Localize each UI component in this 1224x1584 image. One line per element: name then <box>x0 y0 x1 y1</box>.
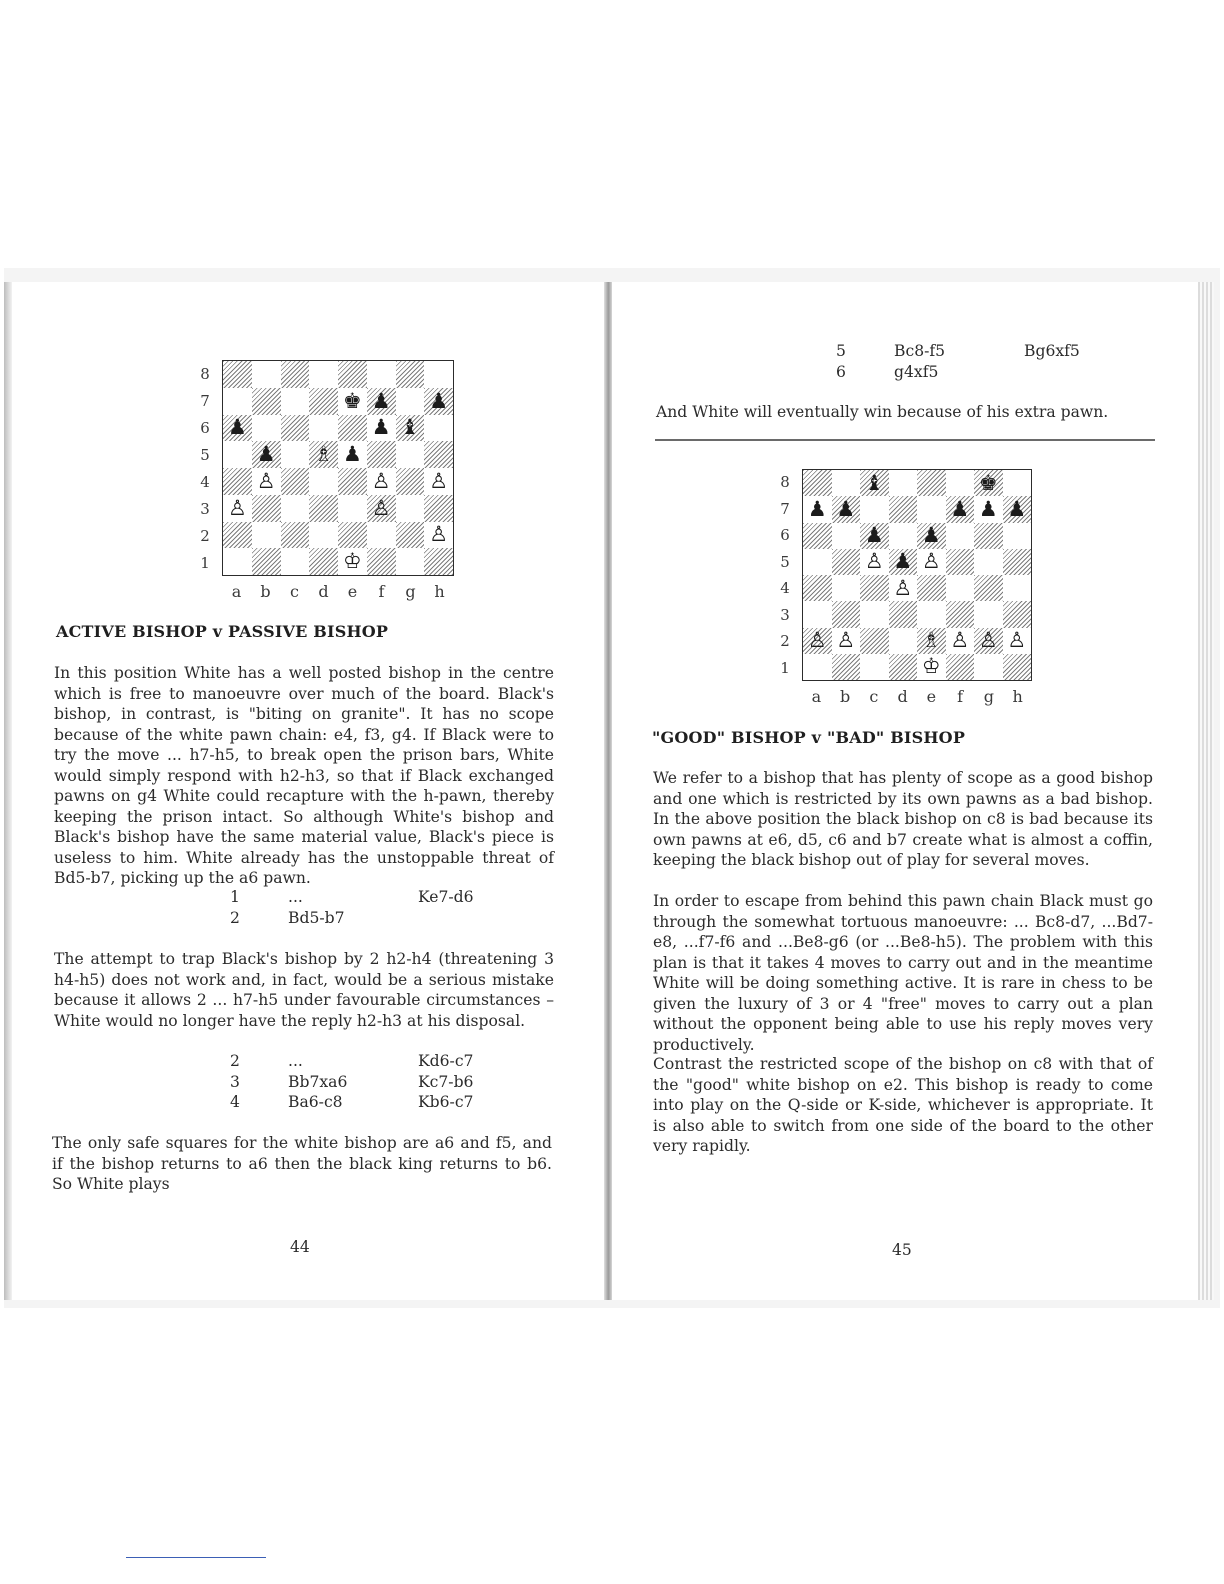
board-square-c3 <box>281 495 310 522</box>
move-num: 1 <box>230 888 240 906</box>
board-square-b2 <box>252 522 281 549</box>
board-square-d3 <box>309 495 338 522</box>
chess-piece: ♟ <box>342 442 362 467</box>
board-square-a1 <box>803 654 832 680</box>
board-square-c8 <box>281 361 310 388</box>
board-square-h3 <box>424 495 453 522</box>
board-square-e6 <box>917 523 946 549</box>
scan-artifact-line <box>126 1557 266 1558</box>
board-square-d5 <box>309 441 338 468</box>
rank-label: 2 <box>780 632 790 651</box>
board-square-c5 <box>281 441 310 468</box>
board-square-a4 <box>223 468 252 495</box>
board-square-f3 <box>367 495 396 522</box>
board-square-c6 <box>860 523 889 549</box>
board-square-a3 <box>223 495 252 522</box>
board-square-h7 <box>424 388 453 415</box>
rank-label: 6 <box>200 418 210 437</box>
board-square-d8 <box>889 470 918 496</box>
board-square-c8 <box>860 470 889 496</box>
chess-piece: ♙ <box>227 495 247 520</box>
board-square-f2 <box>946 628 975 654</box>
move-black: Bg6xf5 <box>1024 342 1080 360</box>
board-square-c7 <box>860 496 889 522</box>
chess-diagram-left <box>190 356 460 606</box>
move-list <box>230 1051 490 1113</box>
chess-piece: ♙ <box>256 468 276 493</box>
board-square-d5 <box>889 549 918 575</box>
chess-piece: ♚ <box>978 470 998 495</box>
chess-piece: ♙ <box>893 575 913 600</box>
board-square-h4 <box>424 468 453 495</box>
chess-diagram-right <box>770 467 1040 707</box>
board-square-g5 <box>396 441 425 468</box>
board-square-a6 <box>803 523 832 549</box>
file-label: e <box>926 687 937 706</box>
board-square-d4 <box>309 468 338 495</box>
paragraph: We refer to a bishop that has plenty of scope as a good bishop and one which is restricted by its own pawns as a bad bishop. In the above position the black bishop on c8 is bad because its own pawns at e6, d5, c6 and b7 create what is almost a coffin, keeping the black bishop out of play for several moves. <box>653 769 1153 869</box>
board-square-a5 <box>803 549 832 575</box>
chess-piece: ♟ <box>978 496 998 521</box>
board-square-h8 <box>424 361 453 388</box>
board-square-a3 <box>803 601 832 627</box>
move-num: 5 <box>836 342 846 360</box>
rank-label: 1 <box>200 553 210 572</box>
board-square-a6 <box>223 415 252 442</box>
move-row <box>230 1051 490 1072</box>
board-square-d6 <box>309 415 338 442</box>
board-square-e3 <box>917 601 946 627</box>
rank-label: 8 <box>780 473 790 492</box>
section-divider <box>655 439 1155 441</box>
move-white: Bb7xa6 <box>288 1072 348 1091</box>
move-black: Kd6-c7 <box>418 1052 474 1070</box>
move-row <box>230 1072 490 1093</box>
board-square-d2 <box>889 628 918 654</box>
board-square-b8 <box>832 470 861 496</box>
move-list <box>230 887 490 928</box>
board-square-g1 <box>396 548 425 575</box>
board-square-b6 <box>832 523 861 549</box>
file-label: g <box>983 687 994 706</box>
board-square-e2 <box>338 522 367 549</box>
board-square-a4 <box>803 575 832 601</box>
board-square-f8 <box>367 361 396 388</box>
board-square-f8 <box>946 470 975 496</box>
chess-piece: ♙ <box>836 628 856 653</box>
move-row <box>230 1092 490 1113</box>
move-black: Ke7-d6 <box>418 888 474 906</box>
file-label: d <box>897 687 908 706</box>
board-square-e5 <box>338 441 367 468</box>
page-number-right: 45 <box>892 1241 912 1259</box>
board-square-b4 <box>832 575 861 601</box>
move-white: ... <box>288 1052 303 1070</box>
move-white: Bc8-f5 <box>894 342 946 360</box>
chess-piece: ♚ <box>342 388 362 413</box>
chess-piece: ♟ <box>836 496 856 521</box>
board-square-f7 <box>367 388 396 415</box>
board-square-e7 <box>917 496 946 522</box>
chess-piece: ♟ <box>256 442 276 467</box>
section-heading-active-bishop: ACTIVE BISHOP v PASSIVE BISHOP <box>56 622 389 641</box>
rank-label: 8 <box>200 364 210 383</box>
board-square-h2 <box>424 522 453 549</box>
move-row <box>230 908 490 929</box>
move-num: 3 <box>230 1072 240 1091</box>
board-square-c7 <box>281 388 310 415</box>
board-square-g7 <box>396 388 425 415</box>
board-square-c1 <box>281 548 310 575</box>
board-square-b3 <box>832 601 861 627</box>
board-square-c1 <box>860 654 889 680</box>
board-square-e8 <box>917 470 946 496</box>
board-square-f4 <box>946 575 975 601</box>
left-page-edge <box>4 282 12 1300</box>
page-number-left: 44 <box>290 1238 310 1256</box>
board-square-g8 <box>974 470 1003 496</box>
rank-label: 4 <box>200 472 210 491</box>
board-square-f6 <box>946 523 975 549</box>
rank-label: 6 <box>780 526 790 545</box>
board-square-b6 <box>252 415 281 442</box>
board-square-a7 <box>803 496 832 522</box>
file-label: h <box>434 582 445 601</box>
board-square-c3 <box>860 601 889 627</box>
board-square-b5 <box>252 441 281 468</box>
book-gutter <box>604 282 612 1300</box>
board-square-d3 <box>889 601 918 627</box>
chess-piece: ♔ <box>342 549 362 574</box>
paragraph: The only safe squares for the white bishop are a6 and f5, and if the bishop returns to a6 then the black king returns to b6. So White plays <box>52 1134 552 1193</box>
paragraph: Contrast the restricted scope of the bishop on c8 with that of the "good" white bishop on e2. This bishop is ready to come into play on the Q-side or K-side, whichever is appropriate. It is also able to switch from one side of the board to the other very rapidly. <box>653 1055 1153 1155</box>
board-square-f1 <box>367 548 396 575</box>
board-square-f5 <box>367 441 396 468</box>
board-square-e8 <box>338 361 367 388</box>
chess-piece: ♔ <box>921 654 941 679</box>
board-square-g2 <box>396 522 425 549</box>
file-label: a <box>231 582 242 601</box>
chess-piece: ♟ <box>921 523 941 548</box>
move-list <box>836 341 1096 382</box>
paragraph: In this position White has a well posted bishop in the centre which is free to manoeuvre over much of the board. Black's bishop, in contrast, is "biting on granite". It has no scope because of the white pawn chain: e4, f3, g4. If Black were to try the move ... h7-h5, to break open the prison bars, White would simply respond with h2-h3, so that if Black exchanged pawns on g4 White could recapture with the h-pawn, thereby keeping the prison intact. So although White's bishop and Black's bishop have the same material value, Black's piece is useless to him. White already has the unstoppable threat of Bd5-b7, picking up the a6 pawn. <box>54 664 554 887</box>
board-square-e7 <box>338 388 367 415</box>
rank-label: 2 <box>200 526 210 545</box>
board-square-a1 <box>223 548 252 575</box>
board-square-d7 <box>889 496 918 522</box>
chess-piece: ♗ <box>314 442 334 467</box>
board-square-c2 <box>860 628 889 654</box>
board-square-a2 <box>803 628 832 654</box>
chess-piece: ♙ <box>921 549 941 574</box>
file-label: d <box>318 582 329 601</box>
board-square-b3 <box>252 495 281 522</box>
paragraph: In order to escape from behind this pawn chain Black must go through the somewhat tortuous manoeuvre: ... Bc8-d7, ...Bd7-e8, ...f7-f6 and ...Be8-g6 (or ...Be8-h5). The problem with this plan is that it takes 4 moves to carry out and in the meantime White will be doing something active. It is rare in chess to be given the luxury of 3 or 4 "free" moves to carry out a plan without the opponent being able to use his reply moves very productively. <box>653 892 1153 1054</box>
board-square-g2 <box>974 628 1003 654</box>
file-label: f <box>957 687 964 706</box>
chess-piece: ♟ <box>371 415 391 440</box>
board-square-f7 <box>946 496 975 522</box>
chess-piece: ♝ <box>400 415 420 440</box>
move-num: 4 <box>230 1093 240 1111</box>
rank-label: 7 <box>200 391 210 410</box>
board-square-h5 <box>1003 549 1032 575</box>
conclusion-text: And White will eventually win because of his extra pawn. <box>656 403 1109 421</box>
chess-piece: ♙ <box>864 549 884 574</box>
file-label: b <box>260 582 271 601</box>
file-label: c <box>869 687 879 706</box>
board-square-e3 <box>338 495 367 522</box>
board-square-g6 <box>396 415 425 442</box>
move-white: g4xf5 <box>894 362 939 381</box>
chess-piece: ♟ <box>950 496 970 521</box>
chessboard <box>802 469 1032 681</box>
board-square-g7 <box>974 496 1003 522</box>
move-white: ... <box>288 888 303 906</box>
board-square-d2 <box>309 522 338 549</box>
chessboard <box>222 360 454 576</box>
board-square-e2 <box>917 628 946 654</box>
chess-piece: ♟ <box>864 523 884 548</box>
board-square-c2 <box>281 522 310 549</box>
move-num: 6 <box>836 362 846 381</box>
move-num: 2 <box>230 1052 240 1070</box>
board-square-d1 <box>889 654 918 680</box>
board-square-b1 <box>832 654 861 680</box>
chess-piece: ♟ <box>371 388 391 413</box>
move-row <box>230 887 490 908</box>
board-square-b4 <box>252 468 281 495</box>
board-square-d6 <box>889 523 918 549</box>
board-square-a5 <box>223 441 252 468</box>
board-square-c5 <box>860 549 889 575</box>
board-square-h1 <box>424 548 453 575</box>
chess-piece: ♙ <box>807 628 827 653</box>
board-square-b7 <box>252 388 281 415</box>
board-square-e1 <box>917 654 946 680</box>
board-square-g5 <box>974 549 1003 575</box>
file-label: a <box>811 687 822 706</box>
file-label: h <box>1012 687 1023 706</box>
board-square-b8 <box>252 361 281 388</box>
file-label: b <box>840 687 851 706</box>
board-square-b2 <box>832 628 861 654</box>
board-square-e4 <box>338 468 367 495</box>
board-square-e1 <box>338 548 367 575</box>
board-square-f4 <box>367 468 396 495</box>
board-square-g3 <box>974 601 1003 627</box>
board-square-g8 <box>396 361 425 388</box>
board-square-c4 <box>860 575 889 601</box>
board-square-h4 <box>1003 575 1032 601</box>
move-row <box>836 362 1096 383</box>
move-row <box>836 341 1096 362</box>
chess-piece: ♟ <box>807 496 827 521</box>
chess-piece: ♟ <box>227 415 247 440</box>
rank-label: 5 <box>780 552 790 571</box>
board-square-f3 <box>946 601 975 627</box>
rank-label: 7 <box>780 499 790 518</box>
chess-piece: ♙ <box>429 468 449 493</box>
chess-piece: ♟ <box>1007 496 1027 521</box>
section-heading-good-bishop: "GOOD" BISHOP v "BAD" BISHOP <box>652 728 966 747</box>
board-square-a8 <box>803 470 832 496</box>
chess-piece: ♝ <box>864 470 884 495</box>
board-square-h5 <box>424 441 453 468</box>
board-square-d8 <box>309 361 338 388</box>
chess-piece: ♙ <box>429 522 449 547</box>
chess-piece: ♟ <box>429 388 449 413</box>
board-square-e5 <box>917 549 946 575</box>
board-square-b5 <box>832 549 861 575</box>
board-square-h2 <box>1003 628 1032 654</box>
board-square-d7 <box>309 388 338 415</box>
move-black: Kc7-b6 <box>418 1072 474 1091</box>
board-square-g4 <box>396 468 425 495</box>
board-square-f6 <box>367 415 396 442</box>
board-square-h8 <box>1003 470 1032 496</box>
board-square-g4 <box>974 575 1003 601</box>
board-square-a2 <box>223 522 252 549</box>
chess-piece: ♙ <box>371 468 391 493</box>
paragraph: The attempt to trap Black's bishop by 2 h2-h4 (threatening 3 h4-h5) does not work and, in fact, would be a serious mistake because it allows 2 ... h7-h5 under favourable circumstances – White would no longer have the reply h2-h3 at his disposal. <box>54 950 554 1030</box>
file-label: e <box>347 582 358 601</box>
move-white: Ba6-c8 <box>288 1093 343 1111</box>
board-square-h1 <box>1003 654 1032 680</box>
right-page-edge <box>1198 282 1214 1300</box>
file-label: c <box>290 582 299 601</box>
board-square-e4 <box>917 575 946 601</box>
board-square-c4 <box>281 468 310 495</box>
board-square-b7 <box>832 496 861 522</box>
board-square-e6 <box>338 415 367 442</box>
board-square-b1 <box>252 548 281 575</box>
board-square-h7 <box>1003 496 1032 522</box>
board-square-d1 <box>309 548 338 575</box>
board-square-h6 <box>424 415 453 442</box>
board-square-h6 <box>1003 523 1032 549</box>
chess-piece: ♙ <box>950 628 970 653</box>
board-square-h3 <box>1003 601 1032 627</box>
chess-piece: ♟ <box>893 549 913 574</box>
board-square-c6 <box>281 415 310 442</box>
chess-piece: ♗ <box>921 628 941 653</box>
move-num: 2 <box>230 908 240 927</box>
board-square-f1 <box>946 654 975 680</box>
board-square-a8 <box>223 361 252 388</box>
board-square-f2 <box>367 522 396 549</box>
board-square-g1 <box>974 654 1003 680</box>
chess-piece: ♙ <box>1007 628 1027 653</box>
rank-label: 1 <box>780 658 790 677</box>
file-label: g <box>405 582 416 601</box>
chess-piece: ♙ <box>978 628 998 653</box>
board-square-g6 <box>974 523 1003 549</box>
rank-label: 4 <box>780 579 790 598</box>
board-square-g3 <box>396 495 425 522</box>
board-square-d4 <box>889 575 918 601</box>
rank-label: 3 <box>780 605 790 624</box>
chess-piece: ♙ <box>371 495 391 520</box>
rank-label: 3 <box>200 499 210 518</box>
board-square-f5 <box>946 549 975 575</box>
rank-label: 5 <box>200 445 210 464</box>
file-label: f <box>378 582 385 601</box>
move-black: Kb6-c7 <box>418 1093 474 1111</box>
board-square-a7 <box>223 388 252 415</box>
move-white: Bd5-b7 <box>288 908 345 927</box>
